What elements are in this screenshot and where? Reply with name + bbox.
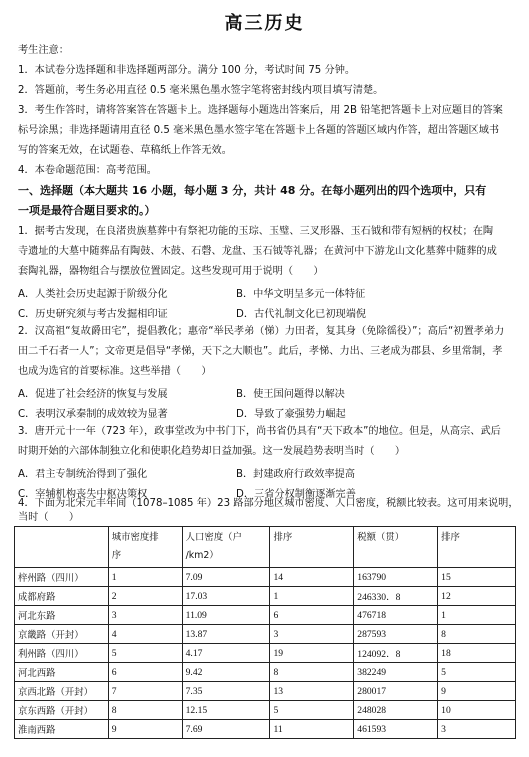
table-cell: 248028 bbox=[354, 701, 438, 720]
option-a: A．人类社会历史起源于阶级分化 bbox=[18, 289, 168, 300]
table-cell: 12.15 bbox=[182, 701, 270, 720]
table-cell: 9 bbox=[108, 720, 182, 739]
table-cell: 8 bbox=[270, 663, 354, 682]
table-cell: 6 bbox=[108, 663, 182, 682]
option-b: B．中华文明呈多元一体特征 bbox=[236, 289, 366, 300]
table-cell: 4.17 bbox=[182, 644, 270, 663]
question-stem-cont: 当时（ ） bbox=[18, 512, 80, 523]
table-cell: 2 bbox=[108, 587, 182, 606]
table-cell: 19 bbox=[270, 644, 354, 663]
region-cell: 京东西路（开封） bbox=[15, 701, 109, 720]
question-stem: 寺遗址的大墓中随葬品有陶鼓、木鼓、石磬、龙盘、玉石钺等礼器；在黄河中下游龙山文化墓葬中随葬的成 bbox=[18, 246, 497, 257]
table-cell: 3 bbox=[108, 606, 182, 625]
option-a: A．促进了社会经济的恢复与发展 bbox=[18, 389, 168, 400]
table-row bbox=[15, 701, 516, 720]
table-header-cell: 排序 bbox=[438, 527, 516, 568]
table-row bbox=[15, 625, 516, 644]
table-cell: 10 bbox=[438, 701, 516, 720]
region-cell: 淮南西路 bbox=[15, 720, 109, 739]
table-cell: 7.69 bbox=[182, 720, 270, 739]
table-cell: 5 bbox=[108, 644, 182, 663]
table-header-row bbox=[15, 527, 516, 568]
question-stem: 4．下面为北宋元丰年间（1078–1085 年）23 路部分地区城市密度、人口密度，税额比较表。这可用来说明， bbox=[18, 498, 519, 509]
table-row bbox=[15, 587, 516, 606]
table-cell: 13 bbox=[270, 682, 354, 701]
table-cell: 1 bbox=[270, 587, 354, 606]
table-header-cell: 税额（贯） bbox=[354, 527, 438, 568]
table-row bbox=[15, 568, 516, 587]
table-cell: 12 bbox=[438, 587, 516, 606]
table-cell: 18 bbox=[438, 644, 516, 663]
table-row bbox=[15, 720, 516, 739]
table-cell: 5 bbox=[438, 663, 516, 682]
table-cell: 124092．8 bbox=[354, 644, 438, 663]
table-cell: 3 bbox=[270, 625, 354, 644]
table-cell: 17.03 bbox=[182, 587, 270, 606]
notice-line: 标号涂黑；非选择题请用直径 0.5 毫米黑色墨水签字笔在答题卡上各题的答题区域内作答，超出答题区域书 bbox=[18, 125, 500, 136]
region-cell: 京西北路（开封） bbox=[15, 682, 109, 701]
question-stem: 1．据考古发现，在良渚贵族墓葬中有祭祀功能的玉琮、玉璧、三叉形器、玉石钺和带有短柄的权杖；在陶 bbox=[18, 226, 494, 237]
table-cell: 3 bbox=[438, 720, 516, 739]
question-stem: 也成为选官的首要标准。这些举措（ ） bbox=[18, 366, 212, 377]
table-cell: 1 bbox=[438, 606, 516, 625]
table-row bbox=[15, 606, 516, 625]
table-header-cell: 人口密度（户 /km2） bbox=[182, 527, 270, 568]
region-cell: 成都府路 bbox=[15, 587, 109, 606]
table-cell: 7 bbox=[108, 682, 182, 701]
option-d: D．导致了豪强势力崛起 bbox=[236, 409, 346, 420]
table-cell: 7.09 bbox=[182, 568, 270, 587]
table-cell: 9.42 bbox=[182, 663, 270, 682]
option-d: D．古代礼制文化已初现端倪 bbox=[236, 309, 367, 320]
question-stem: 3．唐开元十一年（723 年），政事堂改为中书门下，尚书省仍具有“天下政本”的地位。但是，从高宗、武后 bbox=[18, 426, 501, 437]
table-cell: 13.87 bbox=[182, 625, 270, 644]
notice-line: 写的答案无效，在试题卷、草稿纸上作答无效。 bbox=[18, 145, 232, 156]
table-header-cell bbox=[15, 527, 109, 568]
table-cell: 287593 bbox=[354, 625, 438, 644]
option-d: D．三省分权制衡逐渐完善 bbox=[236, 489, 356, 500]
table-cell: 7.35 bbox=[182, 682, 270, 701]
notice-line: 1．本试卷分选择题和非选择题两部分。满分 100 分，考试时间 75 分钟。 bbox=[18, 65, 356, 76]
notice-line: 3．考生作答时，请将答案答在答题卡上。选择题每小题选出答案后，用 2B 铅笔把答题卡上对应题目的答案 bbox=[18, 105, 503, 116]
option-c: C．历史研究须与考古发掘相印证 bbox=[18, 309, 168, 320]
table-cell: 476718 bbox=[354, 606, 438, 625]
table-cell: 15 bbox=[438, 568, 516, 587]
table-cell: 11.09 bbox=[182, 606, 270, 625]
table-cell: 5 bbox=[270, 701, 354, 720]
region-cell: 河北西路 bbox=[15, 663, 109, 682]
region-cell: 京畿路（开封） bbox=[15, 625, 109, 644]
option-b: B．封建政府行政效率提高 bbox=[236, 469, 356, 480]
region-cell: 梓州路（四川） bbox=[15, 568, 109, 587]
table-body bbox=[15, 568, 516, 739]
option-a: A．君主专制统治得到了强化 bbox=[18, 469, 148, 480]
table-header-cell: 排序 bbox=[270, 527, 354, 568]
question-stem: 套陶礼器，器物组合与摆放位置固定。这些发现可用于说明（ ） bbox=[18, 266, 324, 277]
notice-heading: 考生注意： bbox=[18, 45, 69, 56]
table-cell: 163790 bbox=[354, 568, 438, 587]
table-row bbox=[15, 663, 516, 682]
table-cell: 461593 bbox=[354, 720, 438, 739]
table-row bbox=[15, 682, 516, 701]
section-heading: 一项是最符合题目要求的。） bbox=[18, 204, 156, 217]
table-cell: 11 bbox=[270, 720, 354, 739]
question-stem: 时期开始的六部体制独立化和使职化趋势却日益加强。这一发展趋势表明当时（ ） bbox=[18, 446, 406, 457]
option-c: C．宰辅机构丧失中枢决策权 bbox=[18, 489, 148, 500]
table-header-cell: 城市密度排 序 bbox=[108, 527, 182, 568]
question-stem: 田二千石者一人”；文帝更是倡导“孝悌，天下之大顺也”。此后，孝悌、力出、三老成为郡县、乡里常制，孝 bbox=[18, 346, 503, 357]
option-c: C．表明汉承秦制的成效较为显著 bbox=[18, 409, 168, 420]
table-cell: 6 bbox=[270, 606, 354, 625]
table-cell: 4 bbox=[108, 625, 182, 644]
page-title: 高三历史 bbox=[224, 13, 305, 34]
table-cell: 8 bbox=[438, 625, 516, 644]
section-heading: 一、选择题（本大题共 16 小题，每小题 3 分，共计 48 分。在每小题列出的四个选项中，只有 bbox=[18, 184, 487, 197]
region-cell: 河北东路 bbox=[15, 606, 109, 625]
region-cell: 利州路（四川） bbox=[15, 644, 109, 663]
table-cell: 280017 bbox=[354, 682, 438, 701]
data-table bbox=[14, 526, 516, 739]
notice-line: 2．答题前，考生务必用直径 0.5 毫米黑色墨水签字笔将密封线内项目填写清楚。 bbox=[18, 85, 384, 96]
table-cell: 14 bbox=[270, 568, 354, 587]
table-row bbox=[15, 644, 516, 663]
table-cell: 246330．8 bbox=[354, 587, 438, 606]
table-cell: 1 bbox=[108, 568, 182, 587]
table-cell: 382249 bbox=[354, 663, 438, 682]
table-cell: 8 bbox=[108, 701, 182, 720]
notice-line: 4．本卷命题范围：高考范围。 bbox=[18, 165, 157, 176]
table-cell: 9 bbox=[438, 682, 516, 701]
option-b: B．使王国问题得以解决 bbox=[236, 389, 345, 400]
question-stem: 2．汉高祖“复故爵田宅”，提倡教化；惠帝“举民孝弟（悌）力田者，复其身（免除徭役）”；高后“初置孝弟力 bbox=[18, 326, 505, 337]
